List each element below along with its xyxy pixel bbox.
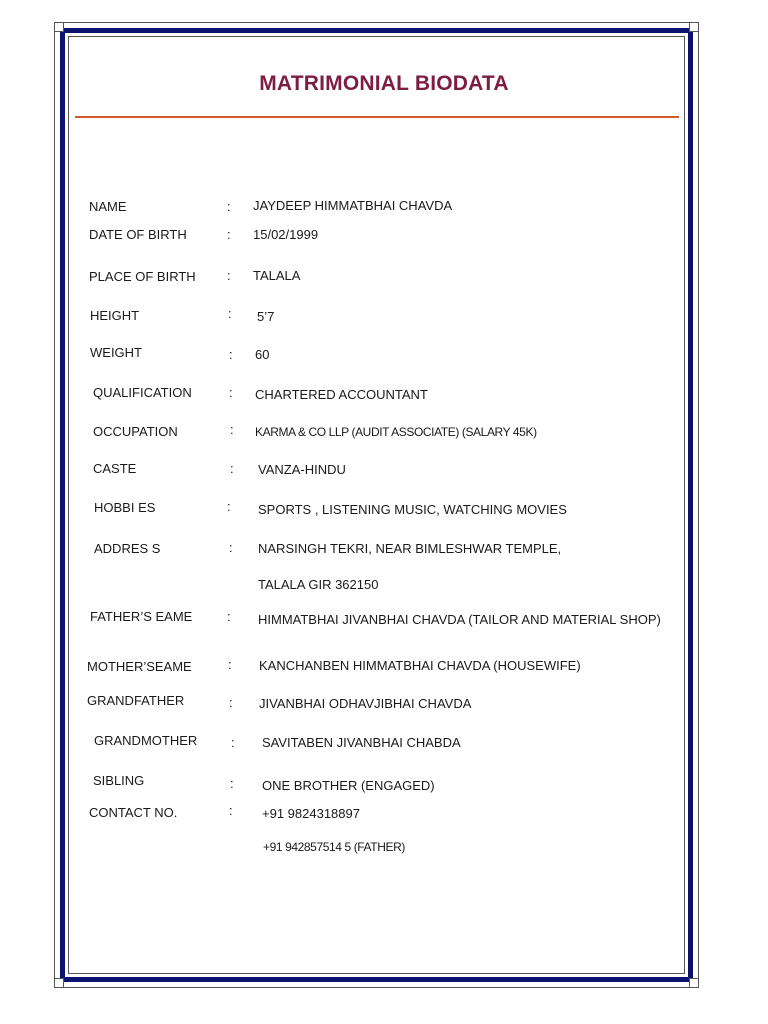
value-place-of-birth: TALALA xyxy=(253,268,301,283)
colon: : xyxy=(229,540,233,555)
label-name: NAME xyxy=(89,199,127,214)
corner-ornament xyxy=(54,978,64,988)
label-contact-number: CONTACT NO. xyxy=(89,805,178,820)
colon: : xyxy=(229,803,233,818)
corner-ornament xyxy=(689,978,699,988)
value-grandmother: SAVITABEN JIVANBHAI CHABDA xyxy=(262,735,461,750)
value-date-of-birth: 15/02/1999 xyxy=(253,227,319,242)
label-place-of-birth: PLACE OF BIRTH xyxy=(89,269,196,284)
corner-ornament xyxy=(54,22,64,32)
label-grandmother: GRANDMOTHER xyxy=(94,733,198,748)
colon: : xyxy=(227,609,231,624)
colon: : xyxy=(230,422,234,437)
label-caste: CASTE xyxy=(93,461,137,476)
label-qualification: QUALIFICATION xyxy=(93,385,192,400)
label-height: HEIGHT xyxy=(90,308,140,323)
value-contact-number-1: +91 9824318897 xyxy=(262,806,360,821)
label-hobbies: HOBBI ES xyxy=(94,500,156,515)
value-name: JAYDEEP HIMMATBHAI CHAVDA xyxy=(253,198,453,213)
value-address-line-2: TALALA GIR 362150 xyxy=(258,577,379,592)
value-mothers-name: KANCHANBEN HIMMATBHAI CHAVDA (HOUSEWIFE) xyxy=(259,658,581,673)
value-weight: 60 xyxy=(255,347,270,362)
value-grandfather: JIVANBHAI ODHAVJIBHAI CHAVDA xyxy=(259,696,472,711)
label-grandfather: GRANDFATHER xyxy=(87,693,185,708)
colon: : xyxy=(227,499,231,514)
colon: : xyxy=(227,199,231,214)
value-hobbies: SPORTS , LISTENING MUSIC, WATCHING MOVIES xyxy=(258,502,567,517)
value-occupation: KARMA & CO LLP (AUDIT ASSOCIATE) (SALARY 45K) xyxy=(255,425,537,439)
label-weight: WEIGHT xyxy=(90,345,142,360)
colon: : xyxy=(227,227,231,242)
colon: : xyxy=(230,776,234,791)
label-mothers-name: MOTHER’SEAME xyxy=(87,659,192,674)
colon: : xyxy=(230,461,234,476)
colon: : xyxy=(231,735,235,750)
title-underline xyxy=(75,116,679,118)
colon: : xyxy=(229,695,233,710)
label-occupation: OCCUPATION xyxy=(93,424,178,439)
label-fathers-name: FATHER’S EAME xyxy=(90,609,193,624)
colon: : xyxy=(229,385,233,400)
colon: : xyxy=(228,306,232,321)
value-fathers-name: HIMMATBHAI JIVANBHAI CHAVDA (TAILOR AND MATERIAL SHOP) xyxy=(258,612,661,627)
colon: : xyxy=(227,268,231,283)
document-title: MATRIMONIAL BIODATA xyxy=(259,72,509,95)
corner-ornament xyxy=(689,22,699,32)
value-caste: VANZA-HINDU xyxy=(258,462,346,477)
label-date-of-birth: DATE OF BIRTH xyxy=(89,227,187,242)
value-qualification: CHARTERED ACCOUNTANT xyxy=(255,387,428,402)
value-height: 5’7 xyxy=(257,309,275,324)
value-contact-number-2: +91 942857514 5 (FATHER) xyxy=(263,840,405,854)
label-address: ADDRES S xyxy=(94,541,161,556)
value-sibling: ONE BROTHER (ENGAGED) xyxy=(262,778,435,793)
colon: : xyxy=(229,347,233,362)
label-sibling: SIBLING xyxy=(93,773,145,788)
value-address-line-1: NARSINGH TEKRI, NEAR BIMLESHWAR TEMPLE, xyxy=(258,541,562,556)
colon: : xyxy=(228,657,232,672)
